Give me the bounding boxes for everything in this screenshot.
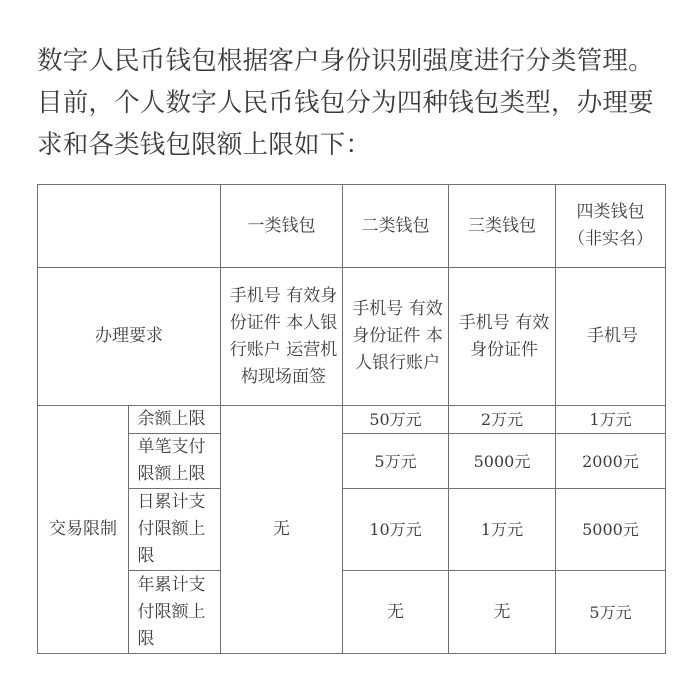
requirements-row — [38, 268, 666, 406]
daily-type4: 5000元 — [556, 489, 666, 571]
wallet-limits-table — [37, 184, 666, 654]
header-type4: 四类钱包（非实名） — [556, 185, 666, 268]
header-type1: 一类钱包 — [221, 185, 343, 268]
intro-text — [37, 40, 667, 166]
limit-row-balance — [38, 406, 666, 434]
intro-line-3: 求和各类钱包限额上限如下： — [37, 130, 372, 160]
annual-type4: 5万元 — [556, 571, 666, 654]
limit-row-daily — [38, 489, 666, 571]
header-type3: 三类钱包 — [449, 185, 556, 268]
transaction-label: 交易限制 — [38, 406, 129, 654]
intro-line-2: 目前，个人数字人民币钱包分为四种钱包类型，办理要 — [37, 88, 654, 118]
requirements-type3: 手机号 有效身份证件 — [449, 268, 556, 406]
limit-label-balance: 余额上限 — [129, 406, 221, 434]
intro-line-1: 数字人民币钱包根据客户身份识别强度进行分类管理。 — [37, 46, 654, 76]
single-payment-type2: 5万元 — [343, 434, 449, 489]
requirements-type4: 手机号 — [556, 268, 666, 406]
daily-type2: 10万元 — [343, 489, 449, 571]
header-corner-cell — [38, 185, 221, 268]
requirements-type2: 手机号 有效身份证件 本人银行账户 — [343, 268, 449, 406]
limit-label-single-payment: 单笔支付限额上限 — [129, 434, 221, 489]
requirements-type1: 手机号 有效身份证件 本人银行账户 运营机构现场面签 — [221, 268, 343, 406]
limit-label-daily: 日累计支付限额上限 — [129, 489, 221, 571]
single-payment-type3: 5000元 — [449, 434, 556, 489]
type1-transaction-value: 无 — [221, 406, 343, 654]
balance-type3: 2万元 — [449, 406, 556, 434]
balance-type2: 50万元 — [343, 406, 449, 434]
annual-type3: 无 — [449, 571, 556, 654]
limit-row-annual — [38, 571, 666, 654]
single-payment-type4: 2000元 — [556, 434, 666, 489]
limit-label-annual: 年累计支付限额上限 — [129, 571, 221, 654]
header-type2: 二类钱包 — [343, 185, 449, 268]
limit-row-single-payment — [38, 434, 666, 489]
daily-type3: 1万元 — [449, 489, 556, 571]
balance-type4: 1万元 — [556, 406, 666, 434]
annual-type2: 无 — [343, 571, 449, 654]
requirements-label: 办理要求 — [38, 268, 221, 406]
header-row — [38, 185, 666, 268]
